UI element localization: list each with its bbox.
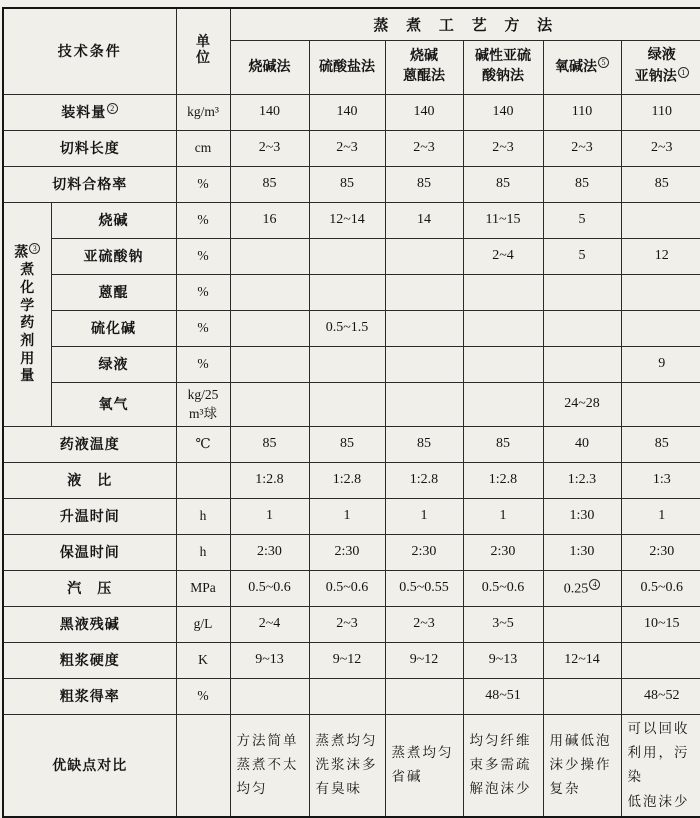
- value-cell: 2~3: [463, 130, 543, 166]
- value-cell: [309, 678, 385, 714]
- value-cell: 85: [230, 426, 309, 462]
- text-line: 省碱: [391, 769, 423, 785]
- text-line: 烧碱: [410, 48, 438, 64]
- value-cell: 85: [230, 166, 309, 202]
- text-line: 酸钠法: [482, 69, 524, 84]
- value-cell: [385, 310, 463, 346]
- value-cell: [463, 310, 543, 346]
- value-cell: 11~15: [463, 202, 543, 238]
- value-cell: [463, 274, 543, 310]
- method-column-header-5: 氧碱法 5: [543, 40, 621, 94]
- row-label: 保温时间: [3, 534, 176, 570]
- method-column-header-1: 烧碱法: [230, 40, 309, 94]
- unit-cell: g/L: [176, 606, 230, 642]
- value-cell: [385, 714, 463, 817]
- unit-column-header: [176, 8, 230, 94]
- footnote-circle-mark: 3: [29, 243, 40, 254]
- value-cell: 85: [385, 166, 463, 202]
- value-cell: 2:30: [230, 534, 309, 570]
- vertical-label-char: 药: [20, 316, 35, 332]
- value-cell: 1:3: [621, 462, 700, 498]
- value-cell: 1: [385, 498, 463, 534]
- table-row: [3, 642, 700, 678]
- vertical-label-char: 蒸 3: [14, 243, 40, 261]
- group-label-cooking-chemical-dosage: [3, 202, 51, 426]
- text-line: m³球: [188, 406, 218, 422]
- table-row: [3, 166, 700, 202]
- method-column-header-2: 硫酸盐法: [309, 40, 385, 94]
- vertical-label-char: 煮: [20, 263, 35, 279]
- vertical-label-char: 量: [20, 369, 35, 385]
- value-cell: 2~3: [309, 130, 385, 166]
- vertical-label-char: 学: [20, 298, 35, 314]
- text-line: 复杂: [549, 781, 581, 797]
- value-cell: [621, 274, 700, 310]
- text-line: 利用，污染: [627, 744, 690, 785]
- value-cell: 2~3: [385, 130, 463, 166]
- vertical-group-label: [4, 243, 51, 385]
- unit-cell: [176, 382, 230, 426]
- row-label: 硫化碱: [51, 310, 176, 346]
- table-row: [3, 238, 700, 274]
- value-cell: 2:30: [385, 534, 463, 570]
- footnote-circle-mark: 4: [589, 579, 600, 590]
- text-line: 可以回收: [627, 720, 690, 736]
- value-cell: 85: [621, 426, 700, 462]
- text-line: 低泡沫少: [627, 793, 690, 809]
- value-cell: 0.5~0.6: [230, 570, 309, 606]
- value-cell: 85: [463, 426, 543, 462]
- table-row: [3, 426, 700, 462]
- table-row: [3, 534, 700, 570]
- table-row: [3, 462, 700, 498]
- text-line: 蒸煮不太: [236, 757, 299, 773]
- value-cell: 1:2.8: [230, 462, 309, 498]
- value-cell: 110: [621, 94, 700, 130]
- table-row: [3, 130, 700, 166]
- value-cell: 2:30: [463, 534, 543, 570]
- table-row: [3, 346, 700, 382]
- table-row: [3, 310, 700, 346]
- text-line: 蒸煮均匀: [315, 732, 378, 748]
- value-cell: 0.5~1.5: [309, 310, 385, 346]
- row-label: 粗浆硬度: [3, 642, 176, 678]
- value-cell: 0.5~0.55: [385, 570, 463, 606]
- value-cell: [463, 714, 543, 817]
- table-row: [3, 94, 700, 130]
- value-cell: 0.5~0.6: [463, 570, 543, 606]
- value-cell: 1: [230, 498, 309, 534]
- value-cell: 14: [385, 202, 463, 238]
- value-cell: 1: [463, 498, 543, 534]
- unit-header-line-2: 位: [196, 51, 210, 67]
- value-cell: 85: [385, 426, 463, 462]
- value-cell: [385, 678, 463, 714]
- value-cell: 1:2.8: [463, 462, 543, 498]
- row-label: 升温时间: [3, 498, 176, 534]
- row-label: 优缺点对比: [3, 714, 176, 817]
- value-cell: 2~3: [543, 130, 621, 166]
- value-cell: [230, 346, 309, 382]
- header-row-top: [3, 8, 700, 40]
- value-cell: [463, 382, 543, 426]
- unit-cell: %: [176, 274, 230, 310]
- unit-cell: K: [176, 642, 230, 678]
- value-cell: [309, 382, 385, 426]
- value-cell: [309, 274, 385, 310]
- value-cell: 1: [621, 498, 700, 534]
- value-cell: [309, 346, 385, 382]
- value-cell: 140: [309, 94, 385, 130]
- row-label: 蒽醌: [51, 274, 176, 310]
- value-cell: 1:30: [543, 534, 621, 570]
- value-cell: [385, 238, 463, 274]
- value-cell: 0.5~0.6: [621, 570, 700, 606]
- row-label: 粗浆得率: [3, 678, 176, 714]
- value-cell: 48~51: [463, 678, 543, 714]
- method-column-header-3: [385, 40, 463, 94]
- method-column-header-6: [621, 40, 700, 94]
- unit-cell: kg/m³: [176, 94, 230, 130]
- value-cell: 2:30: [309, 534, 385, 570]
- unit-cell: %: [176, 678, 230, 714]
- text-line: 用碱低泡: [549, 732, 612, 748]
- value-cell: 1:2.8: [309, 462, 385, 498]
- table-row: [3, 678, 700, 714]
- value-cell: [543, 310, 621, 346]
- value-cell: [309, 714, 385, 817]
- value-cell: 1:2.8: [385, 462, 463, 498]
- value-cell: 85: [543, 166, 621, 202]
- row-label: 装料量 2: [3, 94, 176, 130]
- value-cell: 12~14: [309, 202, 385, 238]
- value-cell: 1:2.3: [543, 462, 621, 498]
- value-cell: 140: [385, 94, 463, 130]
- text-line: 绿液: [647, 48, 676, 64]
- text-line: kg/25: [187, 386, 219, 402]
- row-label: 黑液残碱: [3, 606, 176, 642]
- unit-cell: [176, 462, 230, 498]
- value-cell: [385, 382, 463, 426]
- table-row: [3, 274, 700, 310]
- table-row: [3, 498, 700, 534]
- value-cell: 1:30: [543, 498, 621, 534]
- value-cell: 12: [621, 238, 700, 274]
- text-line: 碱性亚硫: [475, 48, 531, 64]
- value-cell: [621, 202, 700, 238]
- table-row: [3, 202, 700, 238]
- text-line: 均匀纤维: [469, 732, 532, 748]
- value-cell: 0.25 4: [543, 570, 621, 606]
- value-cell: 110: [543, 94, 621, 130]
- text-line: 束多需疏: [469, 757, 532, 773]
- row-label: 亚硫酸钠: [51, 238, 176, 274]
- value-cell: [309, 238, 385, 274]
- footnote-circle-mark: 2: [107, 103, 118, 114]
- value-cell: 9~12: [385, 642, 463, 678]
- process-methods-group-header: 蒸 煮 工 艺 方 法: [230, 8, 700, 40]
- value-cell: [621, 310, 700, 346]
- text-line: 均匀: [236, 781, 268, 797]
- row-label: 烧碱: [51, 202, 176, 238]
- value-cell: [463, 346, 543, 382]
- text-line: 方法简单: [236, 732, 299, 748]
- unit-cell: %: [176, 346, 230, 382]
- row-label: 汽 压: [3, 570, 176, 606]
- unit-cell: cm: [176, 130, 230, 166]
- row-label: 氧气: [51, 382, 176, 426]
- value-cell: [543, 714, 621, 817]
- value-cell: 5: [543, 202, 621, 238]
- value-cell: 5: [543, 238, 621, 274]
- text-line: 蒸煮均匀: [391, 744, 454, 760]
- unit-cell: [176, 714, 230, 817]
- unit-cell: %: [176, 166, 230, 202]
- text-line: 沫少操作: [549, 757, 612, 773]
- value-cell: [230, 310, 309, 346]
- value-cell: 0.5~0.6: [309, 570, 385, 606]
- text-line: 洗浆沫多: [315, 757, 378, 773]
- value-cell: 3~5: [463, 606, 543, 642]
- value-cell: 2~4: [230, 606, 309, 642]
- unit-cell: %: [176, 310, 230, 346]
- corner-header-technical-conditions: 技术条件: [3, 8, 176, 94]
- vertical-label-char: 剂: [20, 334, 35, 350]
- value-cell: 140: [230, 94, 309, 130]
- value-cell: 85: [621, 166, 700, 202]
- value-cell: [385, 274, 463, 310]
- value-cell: 2~4: [463, 238, 543, 274]
- value-cell: 9~13: [230, 642, 309, 678]
- value-cell: 24~28: [543, 382, 621, 426]
- value-cell: 9~13: [463, 642, 543, 678]
- value-cell: 2~3: [230, 130, 309, 166]
- value-cell: [621, 382, 700, 426]
- unit-cell: %: [176, 202, 230, 238]
- value-cell: [543, 274, 621, 310]
- text-line: 亚钠法 1: [625, 67, 700, 88]
- value-cell: 85: [309, 426, 385, 462]
- value-cell: 9: [621, 346, 700, 382]
- cooking-process-comparison-table: [2, 7, 700, 818]
- text-line: 解泡沫少: [469, 781, 532, 797]
- value-cell: [543, 678, 621, 714]
- value-cell: [230, 274, 309, 310]
- value-cell: 40: [543, 426, 621, 462]
- value-cell: 9~12: [309, 642, 385, 678]
- value-cell: 85: [309, 166, 385, 202]
- unit-cell: MPa: [176, 570, 230, 606]
- text-line: 蒽醌法: [403, 69, 445, 84]
- method-column-header-4: [463, 40, 543, 94]
- value-cell: [230, 678, 309, 714]
- unit-cell: h: [176, 498, 230, 534]
- table-row: [3, 570, 700, 606]
- value-cell: 2~3: [621, 130, 700, 166]
- value-cell: 140: [463, 94, 543, 130]
- value-cell: 2:30: [621, 534, 700, 570]
- value-cell: 2~3: [385, 606, 463, 642]
- text-line: 有臭味: [315, 781, 362, 797]
- value-cell: 1: [309, 498, 385, 534]
- unit-cell: h: [176, 534, 230, 570]
- value-cell: 10~15: [621, 606, 700, 642]
- value-cell: 48~52: [621, 678, 700, 714]
- row-label: 绿液: [51, 346, 176, 382]
- unit-header-line-1: 单: [196, 35, 210, 51]
- table-row: [3, 714, 700, 817]
- row-label: 药液温度: [3, 426, 176, 462]
- value-cell: 12~14: [543, 642, 621, 678]
- value-cell: [543, 346, 621, 382]
- value-cell: [621, 714, 700, 817]
- value-cell: [543, 606, 621, 642]
- footnote-circle-mark: 1: [678, 67, 689, 78]
- row-label: 切料长度: [3, 130, 176, 166]
- value-cell: [230, 714, 309, 817]
- row-label: 切料合格率: [3, 166, 176, 202]
- value-cell: [385, 346, 463, 382]
- value-cell: [230, 382, 309, 426]
- table-body: [3, 94, 700, 817]
- table-row: [3, 606, 700, 642]
- footnote-circle-mark: 5: [598, 57, 609, 68]
- value-cell: 85: [463, 166, 543, 202]
- unit-cell: ℃: [176, 426, 230, 462]
- value-cell: 2~3: [309, 606, 385, 642]
- value-cell: [621, 642, 700, 678]
- row-label: 液 比: [3, 462, 176, 498]
- value-cell: 16: [230, 202, 309, 238]
- vertical-label-char: 化: [20, 281, 35, 297]
- unit-cell: %: [176, 238, 230, 274]
- value-cell: [230, 238, 309, 274]
- table-row: [3, 382, 700, 426]
- vertical-label-char: 用: [20, 351, 35, 367]
